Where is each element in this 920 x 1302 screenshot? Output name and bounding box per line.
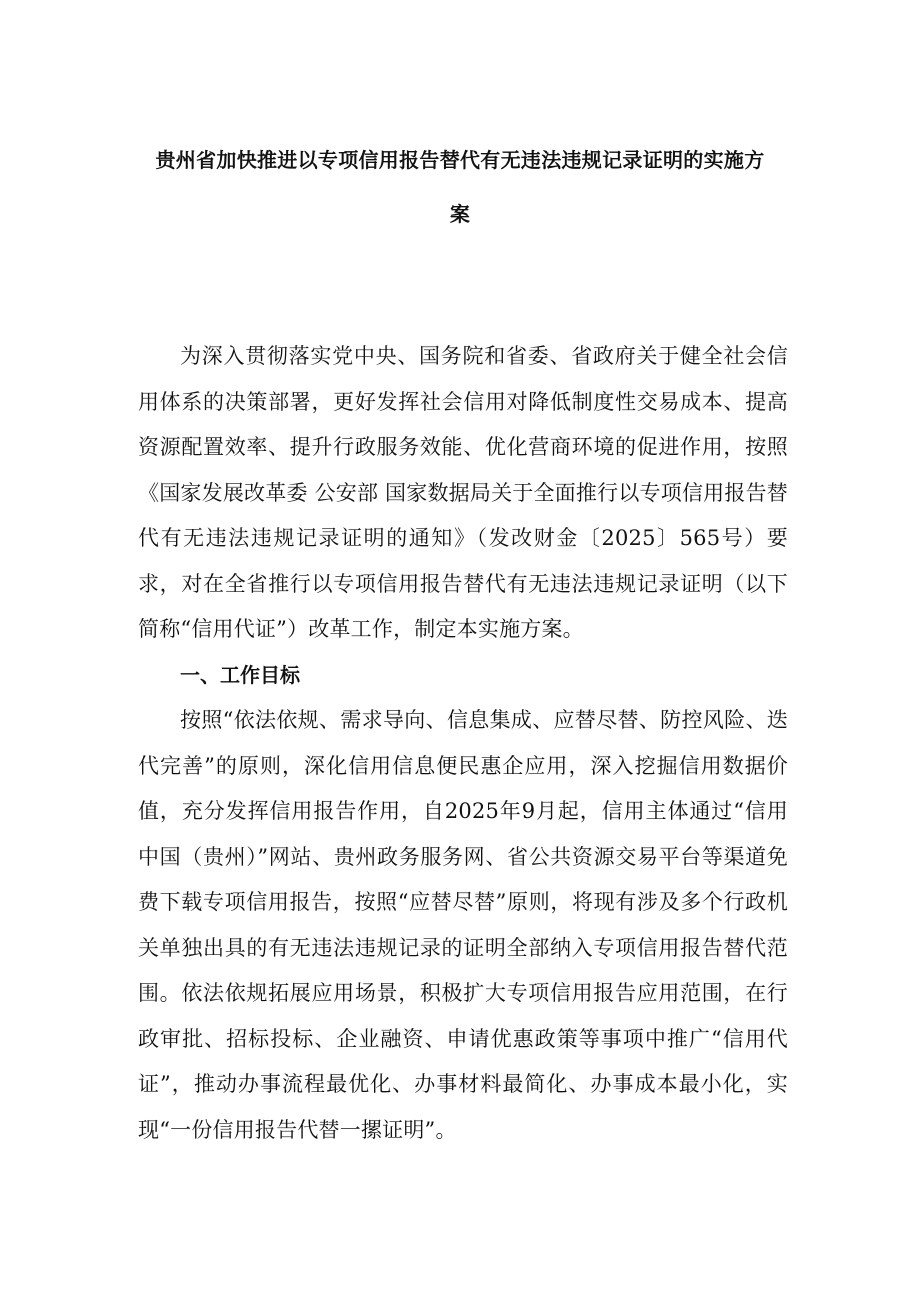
intro-paragraph: 为深入贯彻落实党中央、国务院和省委、省政府关于健全社会信用体系的决策部署，更好发挥社会信用对降低制度性交易成本、提高资源配置效率、提升行政服务效能、优化营商环境的促进作用，按照《国家发展改革委 公安部 国家数据局关于全面推行以专项信用报告替代有无违法违规记录证明的通知》（发改财金〔2025〕565号）要求，对在全省推行以专项信用报告替代有无违法违规记录证明（以下简称“信用代证”）改革工作，制定本实施方案。 xyxy=(138,344,788,641)
section-1-paragraph: 按照“依法依规、需求导向、信息集成、应替尽替、防控风险、迭代完善”的原则，深化信用信息便民惠企应用，深入挖掘信用数据价值，充分发挥信用报告作用，自2025年9月起，信用主体通过“信用中国（贵州）”网站、贵州政务服务网、省公共资源交易平台等渠道免费下载专项信用报告，按照“应替尽替”原则，将现有涉及多个行政机关单独出具的有无违法违规记录的证明全部纳入专项信用报告替代范围。依法依规拓展应用场景，积极扩大专项信用报告应用范围，在行政审批、招标投标、企业融资、申请优惠政策等事项中推广“信用代证”，推动办事流程最优化、办事材料最简化、办事成本最小化，实现“一份信用报告代替一摞证明”。 xyxy=(138,708,788,1142)
title-line-1: 贵州省加快推进以专项信用报告替代有无违法违规记录证明的实施方 xyxy=(155,148,765,172)
document-body xyxy=(138,334,788,1153)
title-line-2: 案 xyxy=(449,202,471,226)
document-title xyxy=(120,133,800,241)
section-1-heading: 一、工作目标 xyxy=(180,662,300,687)
